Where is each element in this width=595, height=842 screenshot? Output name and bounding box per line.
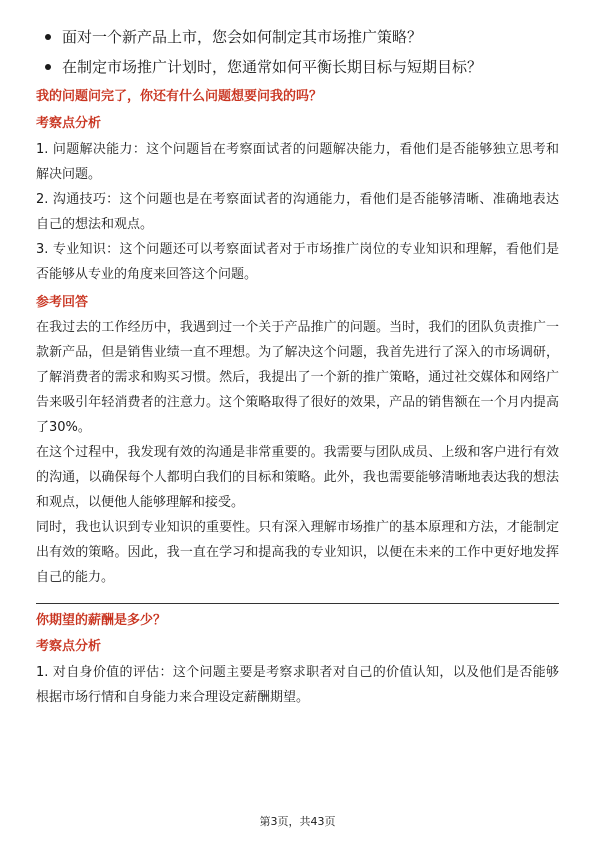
section-title: 你期望的薪酬是多少？ — [36, 613, 167, 628]
section-title: 我的问题问完了，你还有什么问题想要问我的吗？ — [36, 89, 323, 104]
page-number: 第3页，共43页 — [259, 815, 336, 828]
bullet-icon — [45, 34, 51, 40]
answer-heading: 参考回答 — [36, 295, 89, 310]
analysis-heading: 考察点分析 — [36, 639, 102, 654]
analysis-paragraph: 1. 问题解决能力：这个问题旨在考察面试者的问题解决能力，看他们是否能够独立思考和解决问题。 — [36, 142, 559, 182]
bullet-icon — [45, 64, 51, 70]
question-list — [36, 22, 559, 82]
list-item — [36, 52, 559, 82]
analysis-paragraph: 2. 沟通技巧：这个问题也是在考察面试者的沟通能力，看他们是否能够清晰、准确地表达自己的想法和观点。 — [36, 192, 559, 232]
analysis-paragraph: 1. 对自身价值的评估：这个问题主要是考察求职者对自己的价值认知，以及他们是否能够根据市场行情和自身能力来合理设定薪酬期望。 — [36, 665, 559, 705]
list-item — [36, 22, 559, 52]
question-text: 在制定市场推广计划时，您通常如何平衡长期目标与短期目标？ — [62, 58, 483, 76]
question-text: 面对一个新产品上市，您会如何制定其市场推广策略？ — [62, 28, 423, 46]
answer-paragraph: 在这个过程中，我发现有效的沟通是非常重要的。我需要与团队成员、上级和客户进行有效的沟通，以确保每个人都明白我们的目标和策略。此外，我也需要能够清晰地表达我的想法和观点，以便他人能够理解和接受。 — [36, 445, 559, 510]
analysis-heading: 考察点分析 — [36, 116, 102, 131]
document-page — [36, 22, 559, 710]
answer-paragraph: 在我过去的工作经历中，我遇到过一个关于产品推广的问题。当时，我们的团队负责推广一款新产品，但是销售业绩一直不理想。为了解决这个问题，我首先进行了深入的市场调研，了解消费者的需求和购买习惯。然后，我提出了一个新的推广策略，通过社交媒体和网络广告来吸引年轻消费者的注意力。这个策略取得了很好的效果，产品的销售额在一个月内提高了30%。 — [36, 320, 559, 435]
answer-paragraph: 同时，我也认识到专业知识的重要性。只有深入理解市场推广的基本原理和方法，才能制定出有效的策略。因此，我一直在学习和提高我的专业知识，以便在未来的工作中更好地发挥自己的能力。 — [36, 520, 559, 585]
analysis-paragraph: 3. 专业知识：这个问题还可以考察面试者对于市场推广岗位的专业知识和理解，看他们是否能够从专业的角度来回答这个问题。 — [36, 242, 559, 282]
